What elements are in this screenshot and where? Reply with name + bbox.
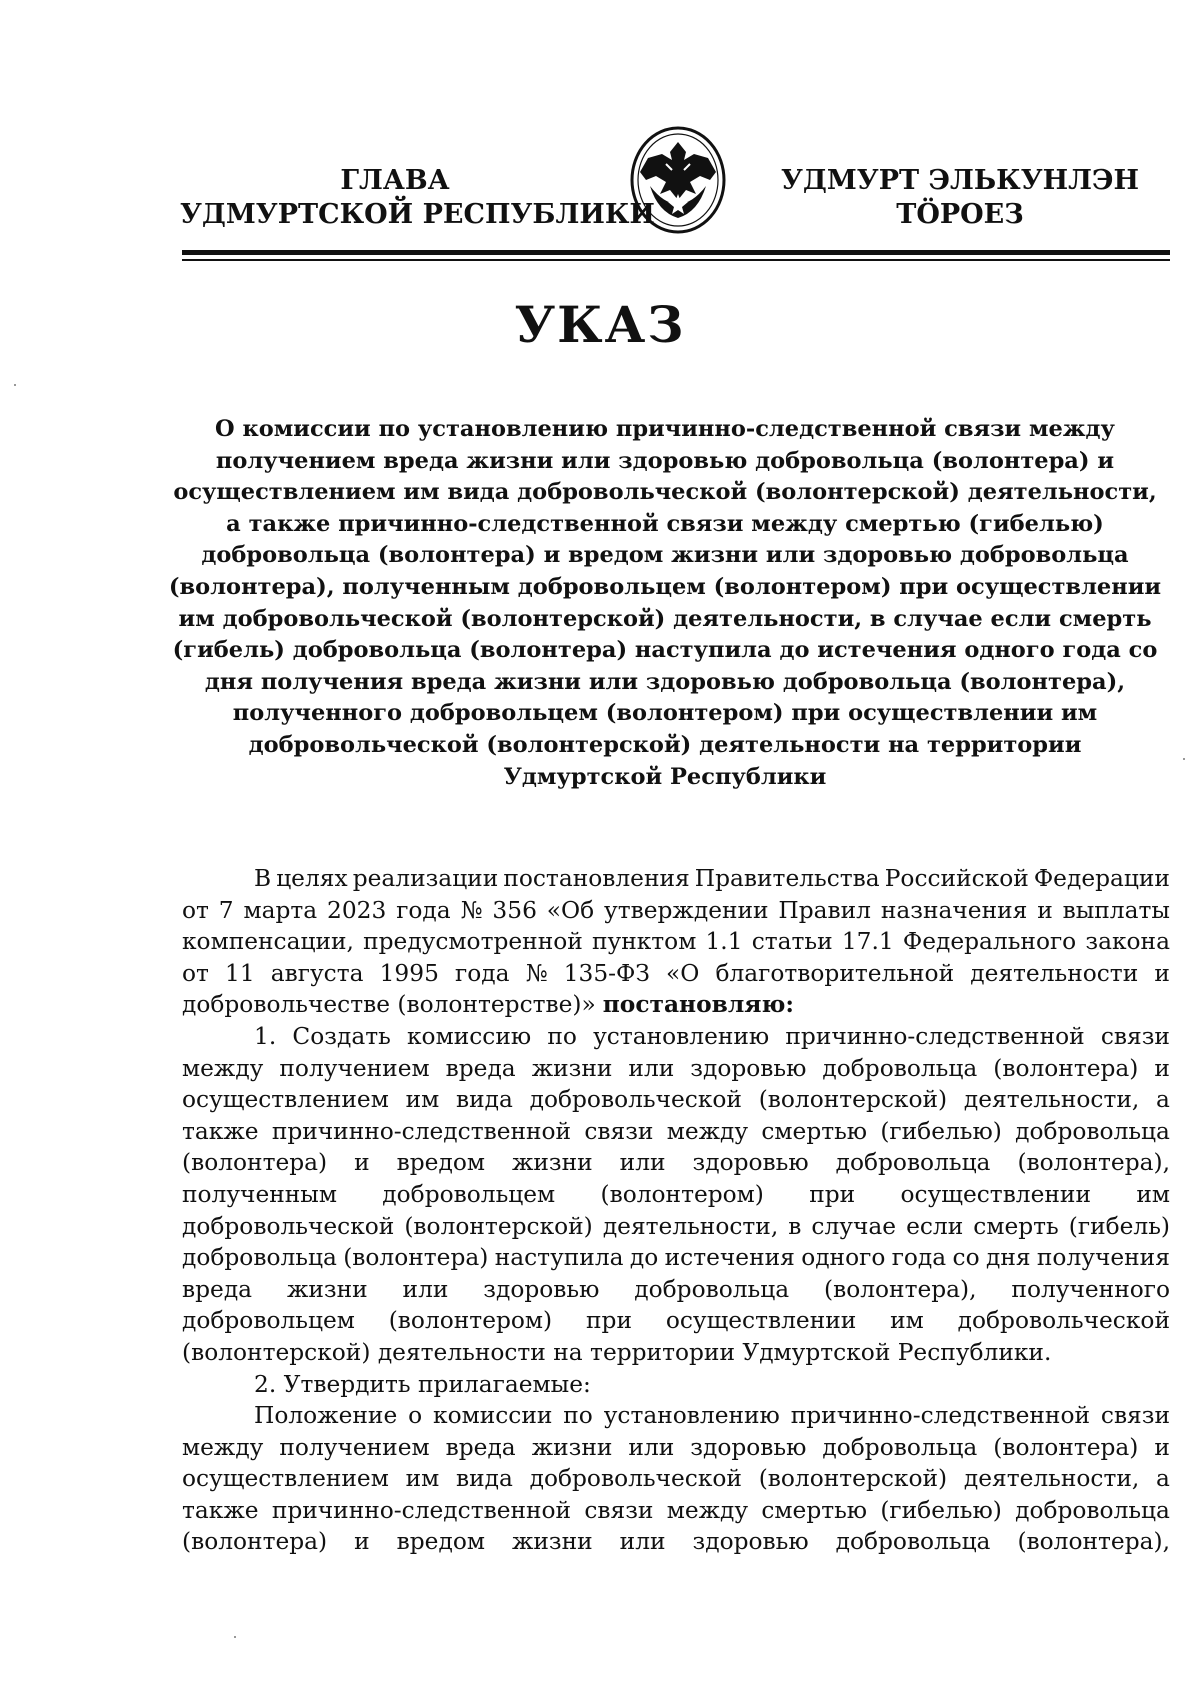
header-right-line: УДМУРТ ЭЛЬКУНЛЭН [781,165,1139,196]
word: Российской [884,865,1029,892]
word: добровольческой [957,1307,1170,1335]
word: при [586,1307,632,1335]
word: случае [811,1212,897,1240]
word: осуществлении [665,1307,857,1335]
word: осуществлением [182,1086,389,1114]
word: осуществлении [900,1180,1091,1208]
word: комиссии [433,1402,553,1430]
word: года [396,896,451,924]
word: 1. [254,1022,277,1050]
word: 11 [225,959,255,987]
subject-line: осуществлением им вида добровольческой (волонтерской) деятельности, [173,479,1157,506]
word: или [619,1149,666,1177]
word: закона [1085,928,1170,956]
item-1-line [182,1179,1170,1211]
word: получением [279,1433,430,1461]
scan-speck [14,384,16,386]
body-line [182,958,1170,990]
subject-line: добровольческой (волонтерской) деятельности на территории [248,731,1082,758]
word: добровольческой [182,1212,395,1240]
word: Положение [254,1402,398,1430]
word: здоровью [692,1149,809,1177]
word: (гибелью) [880,1117,1002,1145]
word: жизни [511,1149,593,1177]
word: причинно-следственной [271,1496,572,1524]
word: благотворительной [715,959,955,987]
word: и [354,1528,370,1556]
subject-line: Удмуртской Республики [503,763,827,790]
word: (волонтера) [182,1149,328,1177]
document-title: УКАЗ [514,295,686,354]
word: по [563,1402,593,1430]
word: пунктом [591,928,697,956]
word: целях [276,865,348,892]
word: смертью [761,1117,868,1145]
word: добровольческой [529,1086,742,1114]
word: жизни [531,1433,613,1461]
word: если [906,1212,964,1240]
decree-keyword: постановляю: [602,991,794,1019]
word: (волонтерской) [404,1212,593,1240]
subject-line: О комиссии по установлению причинно-следственной связи между [215,416,1115,442]
word: вреда [445,1433,516,1461]
word: (волонтера) [182,1528,328,1556]
word: о [408,1402,423,1430]
word: вреда [445,1054,516,1082]
word: (волонтера), [823,1275,977,1303]
word: получения [1036,1244,1170,1272]
word: добровольца [1015,1117,1170,1145]
word: установлению [603,1402,780,1430]
word: связи [1100,1022,1170,1050]
item-1-line [182,1021,1170,1053]
word: 356 [492,896,537,924]
word: причинно-следственной [271,1117,572,1145]
word: связи [584,1117,654,1145]
word: выплаты [1062,896,1170,924]
word: со [952,1244,980,1272]
decree-subject [160,414,1170,793]
word: деятельности, [963,1086,1140,1114]
word: деятельности [970,959,1139,987]
word: марта [243,896,318,924]
word: Правил [778,896,871,924]
word: между [182,1054,264,1082]
word: причинно-следственной [785,1022,1085,1050]
word: (волонтера) [993,1054,1139,1082]
word: «О [666,959,700,987]
word: добровольца [634,1275,790,1303]
word: 7 [218,896,234,924]
word: до [629,1244,659,1272]
word: связи [584,1496,654,1524]
item-1-line [182,1242,1170,1274]
word: жизни [286,1275,368,1303]
header-left [180,164,655,232]
word: при [809,1180,856,1208]
word: или [402,1275,449,1303]
word: комиссию [406,1022,532,1050]
item-2-line [182,1432,1170,1464]
word: здоровью [692,1528,809,1556]
word: добровольцем [182,1307,355,1335]
word: (волонтером) [388,1307,553,1335]
body-line [182,926,1170,958]
item-1-line [182,1305,1170,1337]
word: добровольца [822,1054,978,1082]
word: (волонтера) [993,1433,1139,1461]
subject-line: получением вреда жизни или здоровью добровольца (волонтера) и [215,447,1115,474]
header-rule-thick [182,250,1170,255]
word: или [628,1433,675,1461]
word: между [182,1433,264,1461]
word: также [182,1117,259,1145]
word: жизни [511,1528,593,1556]
word: или [628,1054,675,1082]
item-1-line [182,1084,1170,1116]
word: Федерации [1033,865,1170,892]
word: деятельности, [963,1465,1140,1493]
word: (волонтером) [600,1180,764,1208]
scan-speck [234,1636,236,1638]
word: Создать [292,1022,391,1050]
word: предусмотренной [363,928,583,956]
body-text: добровольчестве (волонтерстве)» [182,991,596,1019]
word: вида [455,1465,513,1493]
word: здоровью [690,1433,807,1461]
word: 2023 [327,896,387,924]
word: назначения [880,896,1028,924]
word: 135-ФЗ [563,959,650,987]
subject-line: полученного добровольцем (волонтером) при осуществлении им [232,700,1098,727]
scan-speck [1183,758,1185,760]
word: вреда [182,1275,253,1303]
word: реализации [352,865,499,892]
word: и [1154,1433,1170,1461]
word: (волонтера), [1017,1149,1170,1177]
word: осуществлением [182,1465,389,1493]
header-right [780,164,1140,232]
header-left-line: УДМУРТСКОЙ РЕСПУБЛИКИ [180,199,655,230]
word: утверждении [604,896,769,924]
word: постановления [503,865,690,892]
word: им [1136,1180,1170,1208]
word: установлению [593,1022,770,1050]
item-2-line [182,1495,1170,1527]
header-rule-thin [182,259,1170,261]
subject-line: дня получения вреда жизни или здоровью добровольца (волонтера), [204,668,1126,695]
subject-line: (гибель) добровольца (волонтера) наступила до истечения одного года со [172,637,1158,664]
word: (волонтера) [343,1244,489,1272]
body-line [182,895,1170,927]
word: (волонтерской) [758,1086,948,1114]
word: Федерального [902,928,1077,956]
word: (волонтера), [1017,1528,1170,1556]
word: и [354,1149,370,1177]
word: жизни [531,1054,613,1082]
word: «Об [546,896,595,924]
word: № [460,896,483,924]
word: вредом [396,1528,485,1556]
word: № [525,959,548,987]
word: причинно-следственной [790,1402,1091,1430]
word: им [405,1465,440,1493]
word: истечения [664,1244,795,1272]
word: от [182,959,209,987]
word: вида [455,1086,513,1114]
decree-body [182,863,1170,1558]
word: связи [1100,1402,1170,1430]
word: (волонтерской) [758,1465,948,1493]
word: деятельности, [602,1212,779,1240]
subject-line: добровольца (волонтера) и вредом жизни или здоровью добровольца [201,542,1129,569]
word: добровольца [182,1244,337,1272]
item-1-line: (волонтерской) деятельности на территории Удмуртской Республики. [182,1338,1052,1366]
word: Правительства [694,865,880,892]
word: или [619,1528,666,1556]
word: дня [985,1244,1031,1272]
subject-line: а также причинно-следственной связи между смертью (гибелью) [226,510,1104,537]
header-right-line: ТӦРОЕЗ [896,199,1024,230]
word: от [182,896,209,924]
word: полученного [1011,1275,1170,1303]
body-line [182,863,1170,895]
word: по [547,1022,577,1050]
subject-line: им добровольческой (волонтерской) деятельности, в случае если смерть [178,605,1152,632]
word: добровольца [822,1433,978,1461]
word: (гибель) [1068,1212,1170,1240]
word: наступила [494,1244,624,1272]
word: августа [270,959,364,987]
word: добровольца [1015,1496,1170,1524]
word: получением [279,1054,430,1082]
word: статьи [751,928,833,956]
word: добровольцем [382,1180,556,1208]
coat-of-arms-icon [626,124,730,236]
word: здоровью [483,1275,600,1303]
word: (гибелью) [880,1496,1002,1524]
header-left-line: ГЛАВА [340,165,450,196]
word: смертью [761,1496,868,1524]
item-1-line [182,1053,1170,1085]
item-1-line [182,1147,1170,1179]
word: вредом [396,1149,485,1177]
word: 17.1 [841,928,894,956]
body-line-last [182,989,1170,1021]
item-2-line [182,1400,1170,1432]
word: года [891,1244,947,1272]
item-1-line [182,1211,1170,1243]
item-1-line [182,1274,1170,1306]
word: полученным [182,1180,337,1208]
word: добровольца [835,1149,991,1177]
word: года [455,959,510,987]
item-1-line [182,1116,1170,1148]
word: также [182,1496,259,1524]
word: 1995 [379,959,439,987]
subject-line: (волонтера), полученным добровольцем (волонтером) при осуществлении [168,573,1162,600]
word: а [1156,1465,1170,1493]
word: им [890,1307,924,1335]
word: добровольческой [529,1465,742,1493]
item-2-line [182,1526,1170,1558]
word: и [1154,1054,1170,1082]
word: компенсации, [182,928,354,956]
word: смерть [973,1212,1059,1240]
word: им [405,1086,440,1114]
word: в [788,1212,802,1240]
word: между [666,1117,749,1145]
word: и [1154,959,1170,987]
word: В [254,865,272,892]
word: здоровью [690,1054,807,1082]
word: между [666,1496,749,1524]
word: а [1156,1086,1170,1114]
word: добровольца [835,1528,991,1556]
item-2-line [182,1463,1170,1495]
word: и [1037,896,1053,924]
word: 1.1 [705,928,743,956]
item-2-line: 2. Утвердить прилагаемые: [254,1370,591,1398]
word: одного [801,1244,886,1272]
